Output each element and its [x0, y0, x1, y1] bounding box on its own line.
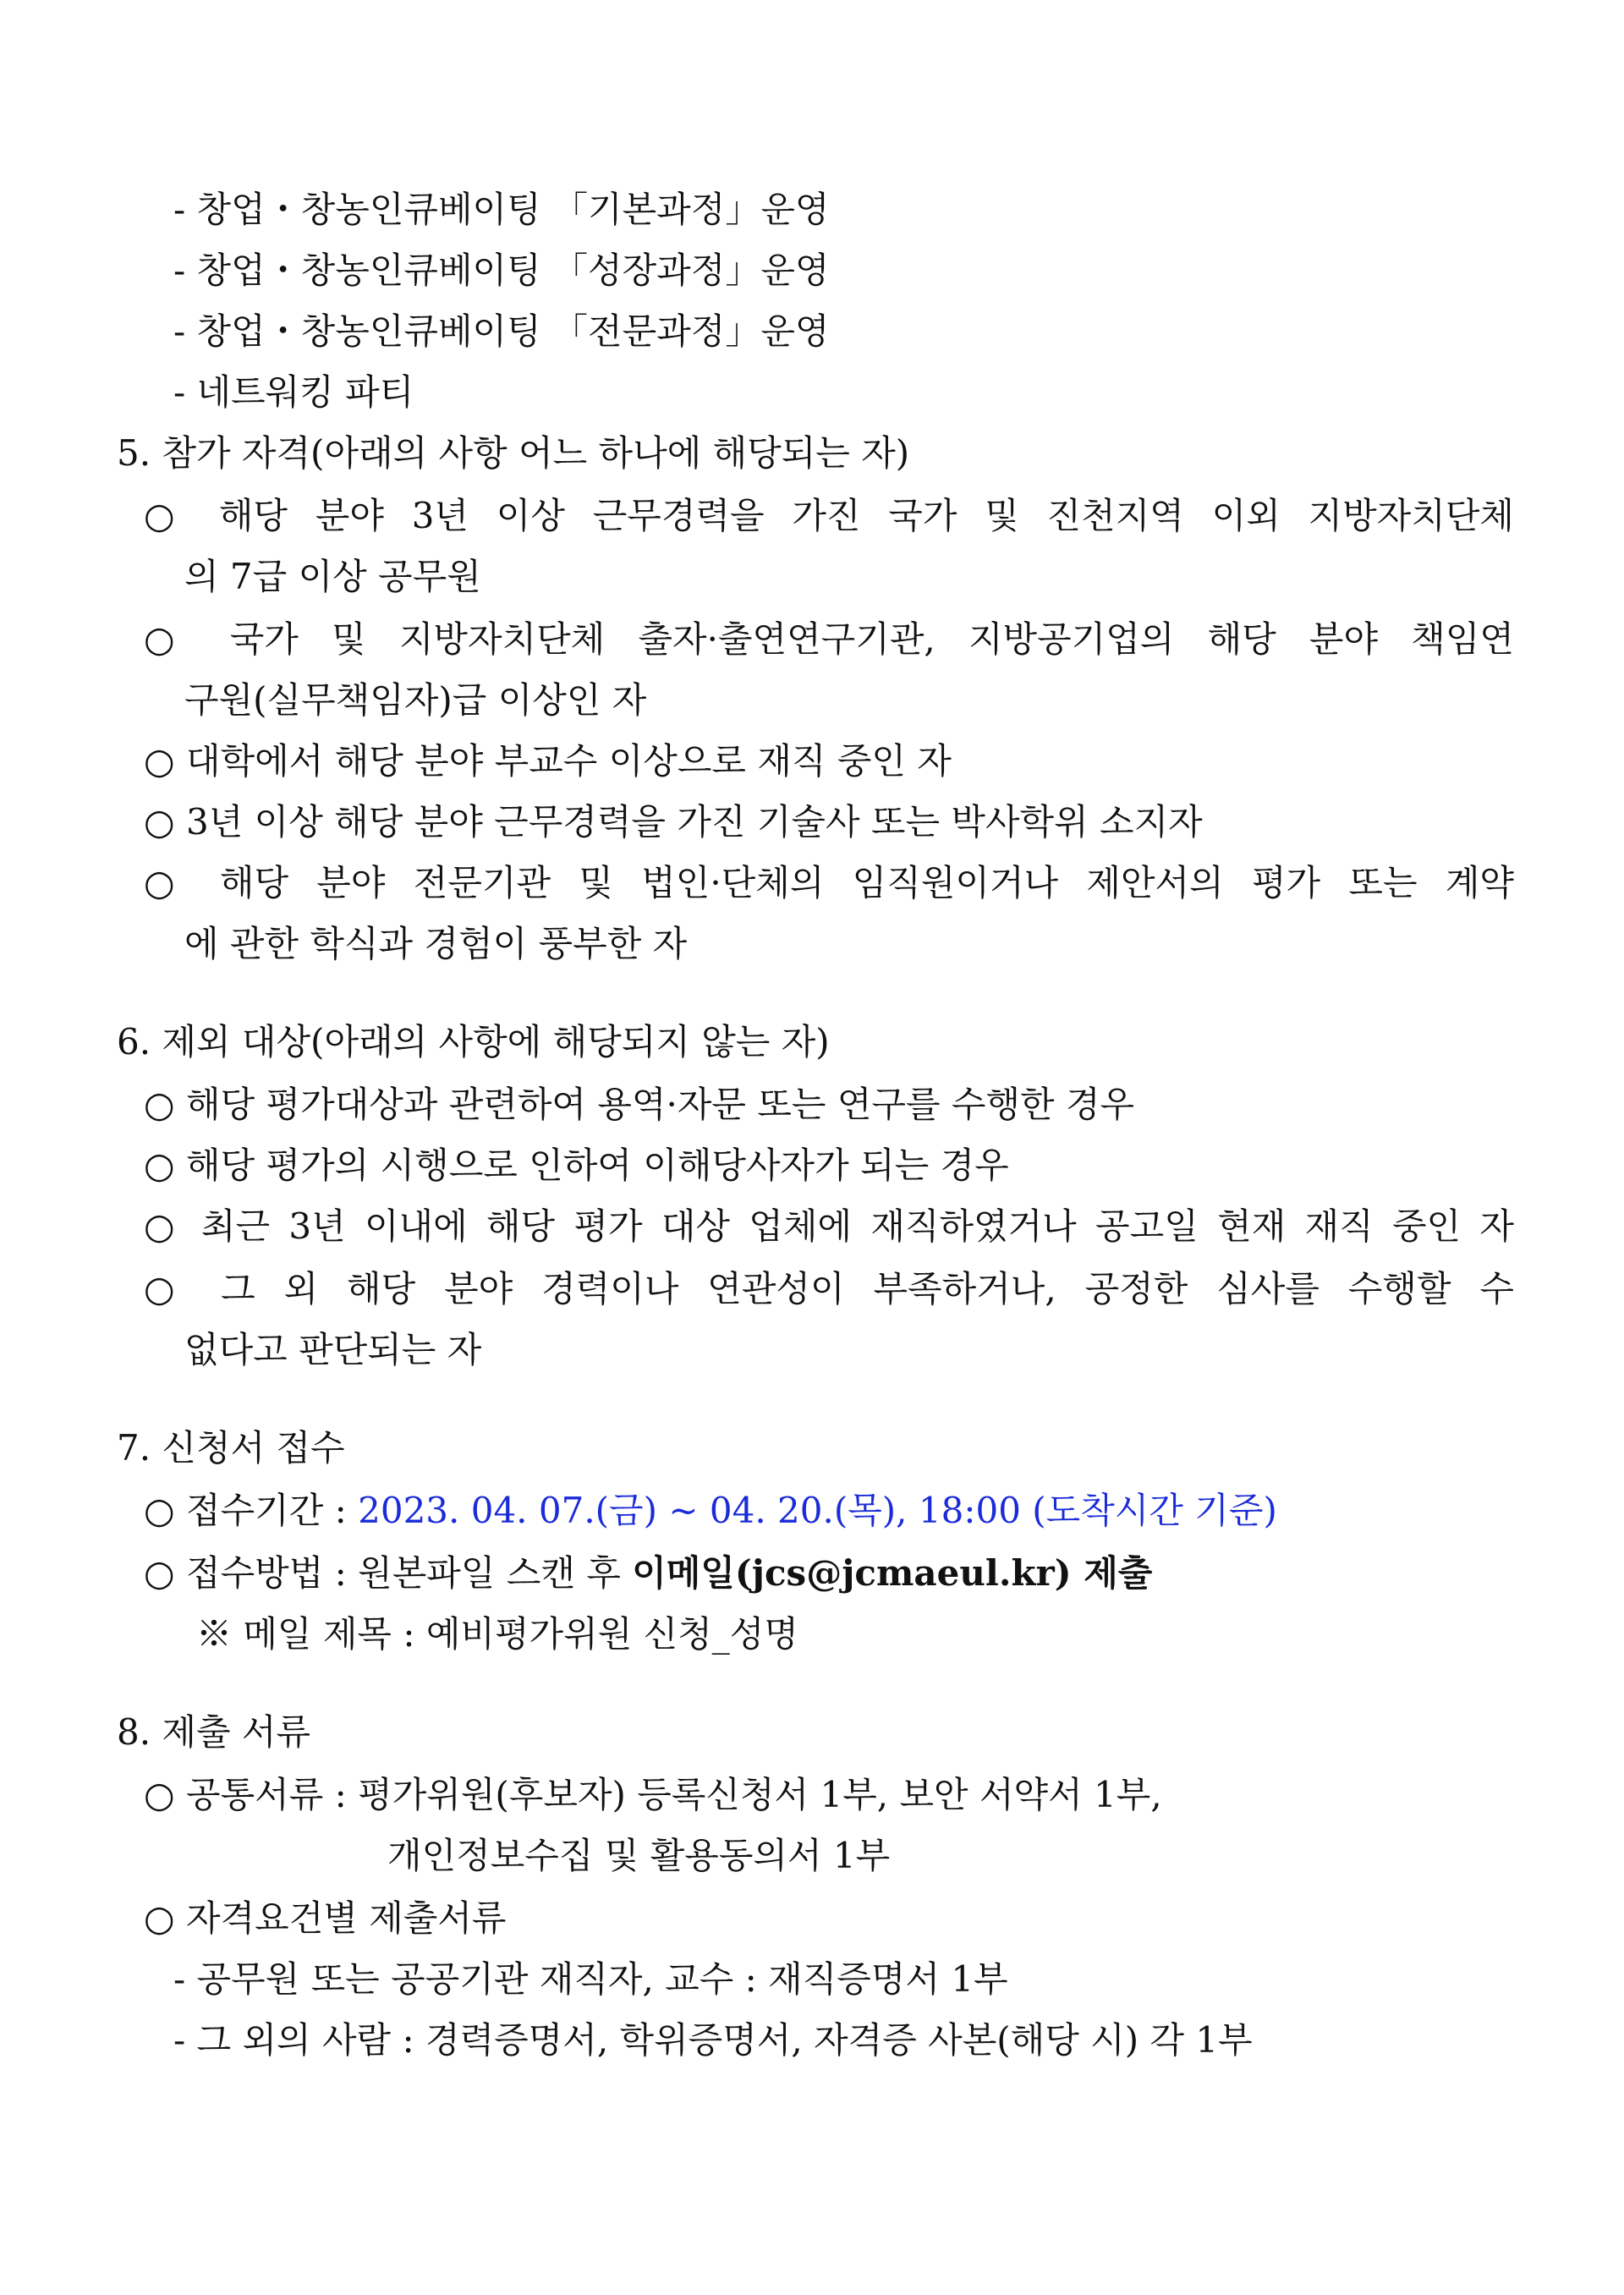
section5-item-2-cont: 구원(실무책임자)급 이상인 자: [184, 679, 647, 721]
section6-item-3: ○ 최근 3년 이내에 해당 평가 대상 업체에 재직하였거나 공고일 현재 재직 중인 자: [144, 1205, 1514, 1247]
submission-method-label: ○ 접수방법 : 원본파일 스캔 후: [144, 1552, 633, 1594]
common-documents: ○ 공통서류 : 평가위원(후보자) 등록신청서 1부, 보안 서약서 1부,: [144, 1774, 1162, 1815]
section6-item-2: ○ 해당 평가의 시행으로 인하여 이해당사자가 되는 경우: [144, 1145, 1009, 1186]
section8-heading: 8. 제출 서류: [117, 1711, 311, 1753]
submission-period-label: ○ 접수기간 :: [144, 1490, 359, 1531]
section7-heading: 7. 신청서 접수: [117, 1427, 345, 1469]
section6-item-4-cont: 없다고 판단되는 자: [184, 1329, 482, 1370]
section6-item-4: ○ 그 외 해당 분야 경력이나 연관성이 부족하거나, 공정한 심사를 수행할 수: [144, 1268, 1514, 1309]
qualification-item-others: - 그 외의 사람 : 경력증명서, 학위증명서, 자격증 사본(해당 시) 각 1부: [173, 2019, 1253, 2061]
section5-item-3: ○ 대학에서 해당 분야 부교수 이상으로 재직 중인 자: [144, 740, 952, 782]
section6-item-1: ○ 해당 평가대상과 관련하여 용역·자문 또는 연구를 수행한 경우: [144, 1084, 1135, 1125]
section5-item-4: ○ 3년 이상 해당 분야 근무경력을 가진 기술사 또는 박사학위 소지자: [144, 801, 1203, 843]
qualification-item-officials: - 공무원 또는 공공기관 재직자, 교수 : 재직증명서 1부: [173, 1958, 1008, 2000]
submission-email: 이메일(jcs@jcmaeul.kr) 제출: [632, 1552, 1153, 1594]
program-item-expert: - 창업・창농인큐베이팅 「전문과정」운영: [173, 310, 830, 352]
section5-item-2: ○ 국가 및 지방자치단체 출자·출연연구기관, 지방공기업의 해당 분야 책임연: [144, 618, 1514, 660]
qualification-documents-heading: ○ 자격요건별 제출서류: [144, 1897, 507, 1939]
submission-period-value: 2023. 04. 07.(금) ~ 04. 20.(목), 18:00 (도착시간 기준): [358, 1490, 1277, 1531]
submission-period: [144, 1485, 1277, 1536]
submission-method: [144, 1548, 1152, 1599]
program-item-networking: - 네트워킹 파티: [173, 371, 414, 413]
common-documents-cont: 개인정보수집 및 활용동의서 1부: [387, 1835, 891, 1876]
program-item-growth: - 창업・창농인큐베이팅 「성장과정」운영: [173, 250, 830, 291]
section5-heading: 5. 참가 자격(아래의 사항 어느 하나에 해당되는 자): [117, 432, 910, 474]
section5-item-1-cont: 의 7급 이상 공무원: [184, 556, 481, 597]
email-subject-note: ※ 메일 제목 : 예비평가위원 신청_성명: [196, 1613, 798, 1655]
section5-item-1: ○ 해당 분야 3년 이상 근무경력을 가진 국가 및 진천지역 이외 지방자치단체: [144, 495, 1514, 536]
section5-item-5-cont: 에 관한 학식과 경험이 풍부한 자: [184, 923, 688, 964]
section5-item-5: ○ 해당 분야 전문기관 및 법인·단체의 임직원이거나 제안서의 평가 또는 계약: [144, 862, 1514, 903]
section6-heading: 6. 제외 대상(아래의 사항에 해당되지 않는 자): [117, 1021, 830, 1062]
program-item-basic: - 창업・창농인큐베이팅 「기본과정」운영: [173, 189, 830, 230]
